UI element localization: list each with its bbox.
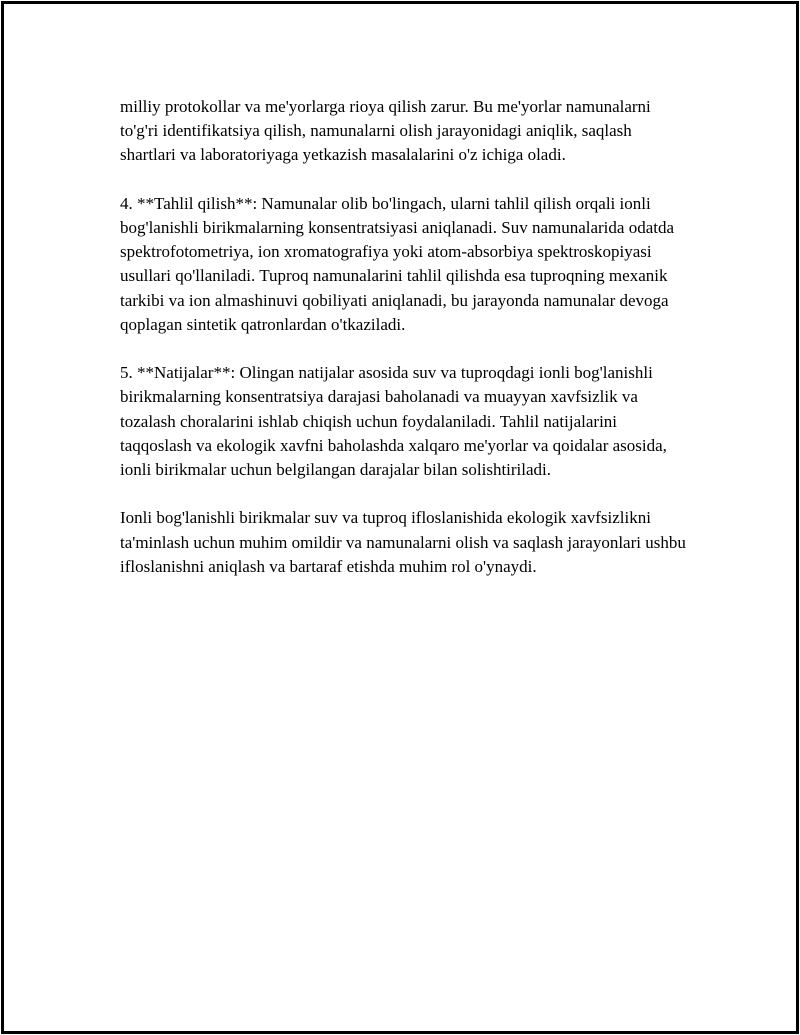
paragraph-results: 5. **Natijalar**: Olingan natijalar asosida suv va tuproqdagi ionli bog'lanishli birikmalarning konsentratsiya darajasi baholanadi va muayyan xavfsizlik va tozalash choralarini ishlab chiqish uchun foydalaniladi. Tahlil natijalarini taqqoslash va ekologik xavfni baholashda xalqaro me'yorlar va qoidalar asosida, ionli birikmalar uchun belgilangan darajalar bilan solishtiriladi. [120, 363, 667, 480]
document-page [1, 1, 799, 1034]
paragraph-conclusion: Ionli bog'lanishli birikmalar suv va tuproq ifloslanishida ekologik xavfsizlikni ta'minlash uchun muhim omildir va namunalarni olish va saqlash jarayonlari ushbu ifloslanishni aniqlash va bartaraf etishda muhim rol o'ynaydi. [120, 508, 686, 576]
document-body [120, 95, 686, 603]
paragraph-intro-continuation: milliy protokollar va me'yorlarga rioya qilish zarur. Bu me'yorlar namunalarni to'g'ri identifikatsiya qilish, namunalarni olish jarayonidagi aniqlik, saqlash shartlari va laboratoriyaga yetkazish masalalarini o'z ichiga oladi. [120, 97, 651, 165]
paragraph-analysis: 4. **Tahlil qilish**: Namunalar olib bo'lingach, ularni tahlil qilish orqali ionli bog'lanishli birikmalarning konsentratsiyasi aniqlanadi. Suv namunalarida odatda spektrofotometriya, ion xromatografiya yoki atom-absorbiya spektroskopiyasi usullari qo'llaniladi. Tuproq namunalarini tahlil qilishda esa tuproqning mexanik tarkibi va ion almashinuvi qobiliyati aniqlanadi, bu jarayonda namunalar devoga qoplagan sintetik qatronlardan o'tkaziladi. [120, 193, 675, 334]
